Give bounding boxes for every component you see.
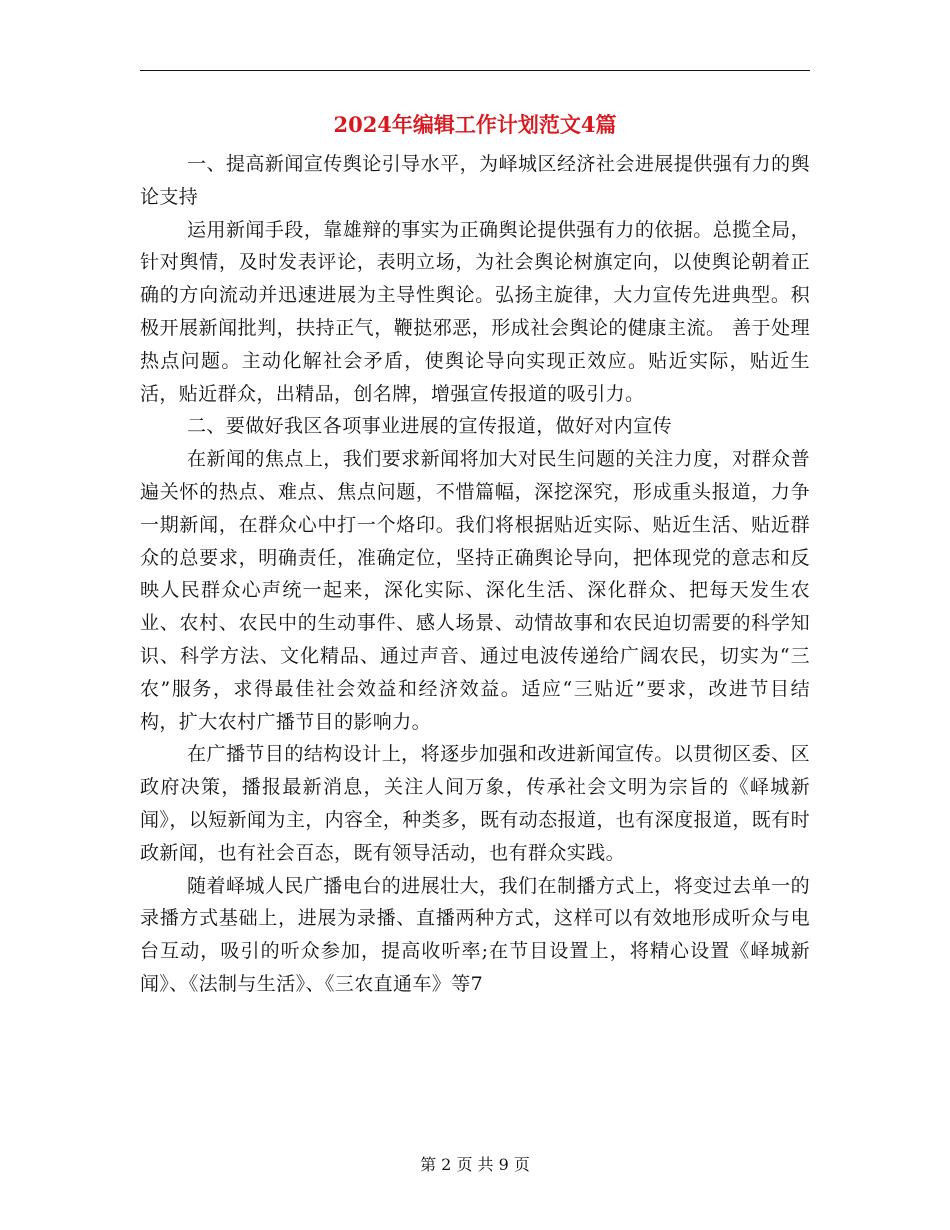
paragraph-4: 随着峄城人民广播电台的进展壮大，我们在制播方式上，将变过去单一的录播方式基础上，进展为录播、直播两种方式，这样可以有效地形成听众与电台互动，吸引的听众参加，提高收听率;在节目设置上，将精心设置《峄城新闻》、《法制与生活》、《三农直通车》等7 — [140, 874, 810, 995]
section-heading-2: 二、要做好我区各项事业进展的宣传报道，做好对内宣传 — [187, 415, 673, 438]
paragraph-3: 在广播节目的结构设计上，将逐步加强和改进新闻宣传。以贯彻区委、区政府决策，播报最新消息，关注人间万象，传承社会文明为宗旨的《峄城新闻》，以短新闻为主，内容全，种类多，既有动态报道，也有深度报道，既有时政新闻，也有社会百态，既有领导活动，也有群众实践。 — [140, 743, 810, 864]
document-title: 2024年编辑工作计划范文4篇 — [333, 112, 617, 137]
header-rule — [140, 70, 810, 71]
section-heading-1: 一、提高新闻宣传舆论引导水平，为峄城区经济社会进展提供强有力的舆论支持 — [140, 153, 810, 208]
paragraph-2: 在新闻的焦点上，我们要求新闻将加大对民生问题的关注力度，对群众普遍关怀的热点、难点、焦点问题，不惜篇幅，深挖深究，形成重头报道，力争一期新闻，在群众心中打一个烙印。我们将根据贴近实际、贴近生活、贴近群众的总要求，明确责任，准确定位，坚持正确舆论导向，把体现党的意志和反映人民群众心声统一起来，深化实际、深化生活、深化群众、把每天发生农业、农村、农民中的生动事件、感人场景、动情故事和农民迫切需要的科学知识、科学方法、文化精品、通过声音、通过电波传递给广阔农民，切实为“三农”服务，求得最佳社会效益和经济效益。适应“三贴近”要求，改进节目结构，扩大农村广播节目的影响力。 — [140, 448, 810, 733]
paragraph-1: 运用新闻手段，靠雄辩的事实为正确舆论提供强有力的依据。总揽全局，针对舆情，及时发表评论，表明立场，为社会舆论树旗定向，以使舆论朝着正确的方向流动并迅速进展为主导性舆论。弘扬主旋律，大力宣传先进典型。积极开展新闻批判，扶持正气，鞭挞邪恶，形成社会舆论的健康主流。 善于处理热点问题。主动化解社会矛盾，使舆论导向实现正效应。贴近实际，贴近生活，贴近群众，出精品，创名牌，增强宣传报道的吸引力。 — [140, 218, 810, 405]
page-number-footer: 第 2 页 共 9 页 — [420, 1155, 530, 1174]
document-body — [140, 148, 810, 1001]
